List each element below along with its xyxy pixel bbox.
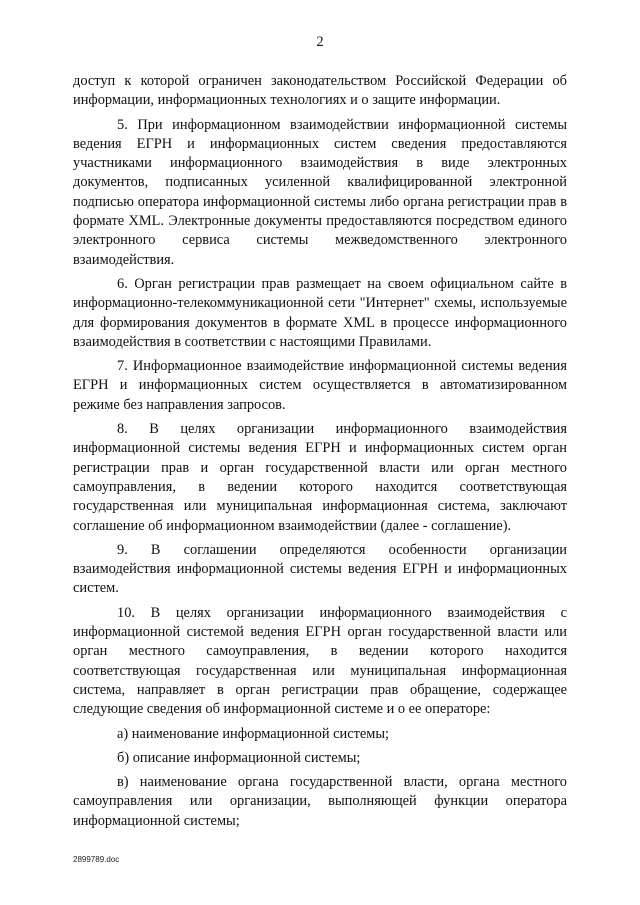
paragraph-item-9: 9. В соглашении определяются особенности организации взаимодействия информационной системы ведения ЕГРН и информационных систем.	[73, 541, 567, 597]
document-body	[73, 72, 567, 836]
paragraph-continuation: доступ к которой ограничен законодательством Российской Федерации об информации, информационных технологиях и о защите информации.	[73, 73, 567, 109]
paragraph-item-6: 6. Орган регистрации прав размещает на своем официальном сайте в информационно-телекоммуникационной сети "Интернет" схемы, используемые для формирования документов в формате XML в процессе информационного взаимодействия в соответствии с настоящими Правилами.	[73, 275, 567, 350]
file-reference: 2899789.doc	[73, 855, 120, 864]
paragraph-item-10: 10. В целях организации информационного взаимодействия с информационной системой ведения ЕГРН орган государственной власти или орган местного самоуправления, в ведении которого находится соответствующая государственная или муниципальная информационная система, направляет в орган регистрации прав обращение, содержащее следующие сведения об информационной системе и о ее операторе:	[73, 604, 567, 718]
paragraph-item-8: 8. В целях организации информационного взаимодействия информационной системы ведения ЕГРН и информационных систем орган регистрации прав и орган государственной власти или орган местного самоуправления, в ведении которого находится соответствующая государственная или муниципальная информационная система, заключают соглашение об информационном взаимодействии (далее - соглашение).	[73, 421, 567, 534]
paragraph-item-5: 5. При информационном взаимодействии информационной системы ведения ЕГРН и информационных систем сведения предоставляются участниками информационного взаимодействия в виде электронных документов, подписанных усиленной квалифицированной электронной подписью оператора информационной системы либо органа регистрации прав в формате XML. Электронные документы предоставляются посредством единого электронного сервиса системы межведомственного электронного взаимодействия.	[73, 116, 567, 268]
paragraph-item-7: 7. Информационное взаимодействие информационной системы ведения ЕГРН и информационных систем осуществляется в автоматизированном режиме без направления запросов.	[73, 358, 567, 413]
subitem-a: а) наименование информационной системы;	[117, 725, 390, 742]
subitem-v: в) наименование органа государственной власти, органа местного самоуправления или организации, выполняющей функции оператора информационной системы;	[73, 774, 567, 829]
subitem-b: б) описание информационной системы;	[117, 749, 361, 766]
page-number: 2	[316, 34, 324, 50]
